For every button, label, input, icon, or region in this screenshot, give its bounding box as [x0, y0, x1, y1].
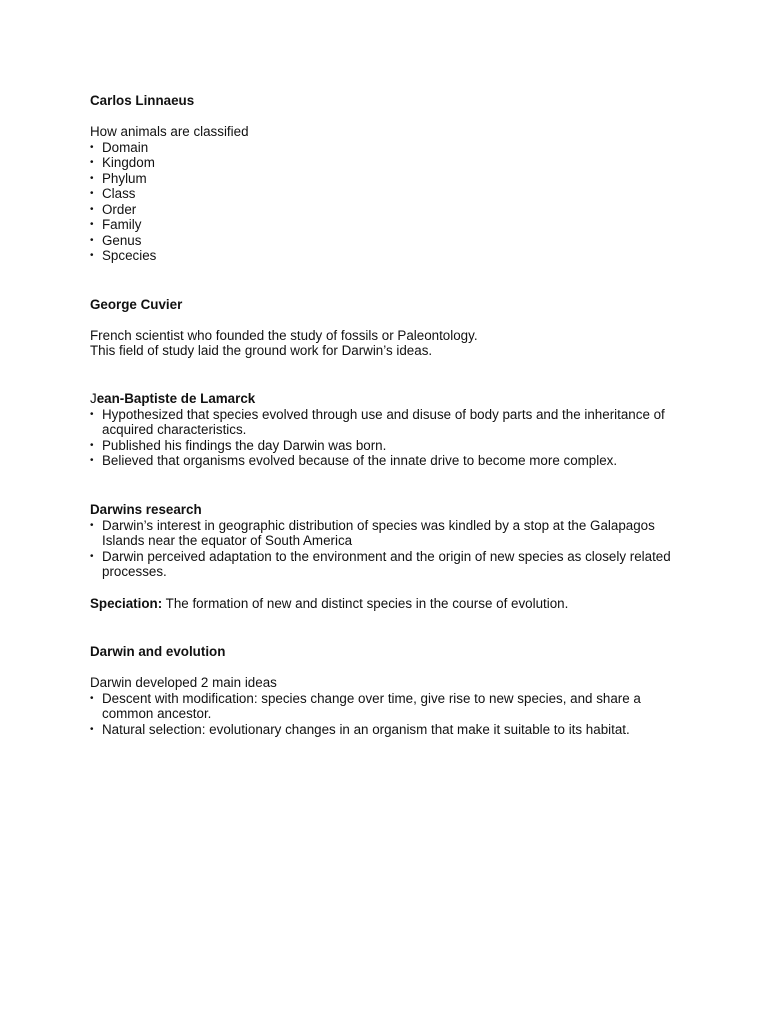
definition-term: Speciation:: [90, 595, 163, 611]
section-linnaeus: [90, 92, 690, 264]
section-body: [90, 328, 690, 359]
section-title: George Cuvier: [90, 296, 183, 312]
speciation-definition: [90, 596, 690, 612]
section-title: Carlos Linnaeus: [90, 93, 195, 108]
list-item: • Published his findings the day Darwin was born.: [90, 438, 690, 454]
section-cuvier: [90, 296, 690, 359]
section-lamarck: [90, 390, 690, 469]
section-intro: Darwin developed 2 main ideas: [90, 675, 277, 690]
list-item: • Descent with modification: species change over time, give rise to new species, and share a common ancestor.: [90, 691, 690, 722]
list-item: • Class: [90, 186, 690, 202]
section-title: Darwins research: [90, 501, 202, 517]
list-item: • Spcecies: [90, 248, 690, 264]
research-list: [90, 518, 690, 580]
paragraph-line: French scientist who founded the study of fossils or Paleontology.: [90, 327, 478, 343]
title-initial: J: [90, 390, 97, 406]
section-title: Darwin and evolution: [90, 644, 226, 659]
evolution-list: [90, 691, 690, 738]
classification-list: [90, 140, 690, 264]
definition-text: The formation of new and distinct species in the course of evolution.: [162, 595, 569, 611]
list-item: • Domain: [90, 140, 690, 156]
section-evolution: [90, 643, 690, 737]
list-item: • Natural selection: evolutionary changes in an organism that make it suitable to its habitat.: [90, 722, 690, 738]
list-item: • Believed that organisms evolved because of the innate drive to become more complex.: [90, 453, 690, 469]
list-item: • Phylum: [90, 171, 690, 187]
section-title: [90, 390, 690, 407]
list-item: • Order: [90, 202, 690, 218]
section-intro: How animals are classified: [90, 124, 249, 139]
list-item: • Family: [90, 217, 690, 233]
lamarck-list: [90, 407, 690, 469]
list-item: • Darwin’s interest in geographic distribution of species was kindled by a stop at the Galapagos Islands near the equator of South America: [90, 518, 690, 549]
list-item: • Darwin perceived adaptation to the environment and the origin of new species as closely related processes.: [90, 549, 690, 580]
title-rest: ean-Baptiste de Lamarck: [96, 390, 256, 406]
section-research: [90, 501, 690, 612]
list-item: • Kingdom: [90, 155, 690, 171]
paragraph-line: This field of study laid the ground work for Darwin’s ideas.: [90, 343, 433, 358]
list-item: • Hypothesized that species evolved through use and disuse of body parts and the inheritance of acquired characteristics.: [90, 407, 690, 438]
document-page: [90, 92, 690, 737]
list-item: • Genus: [90, 233, 690, 249]
